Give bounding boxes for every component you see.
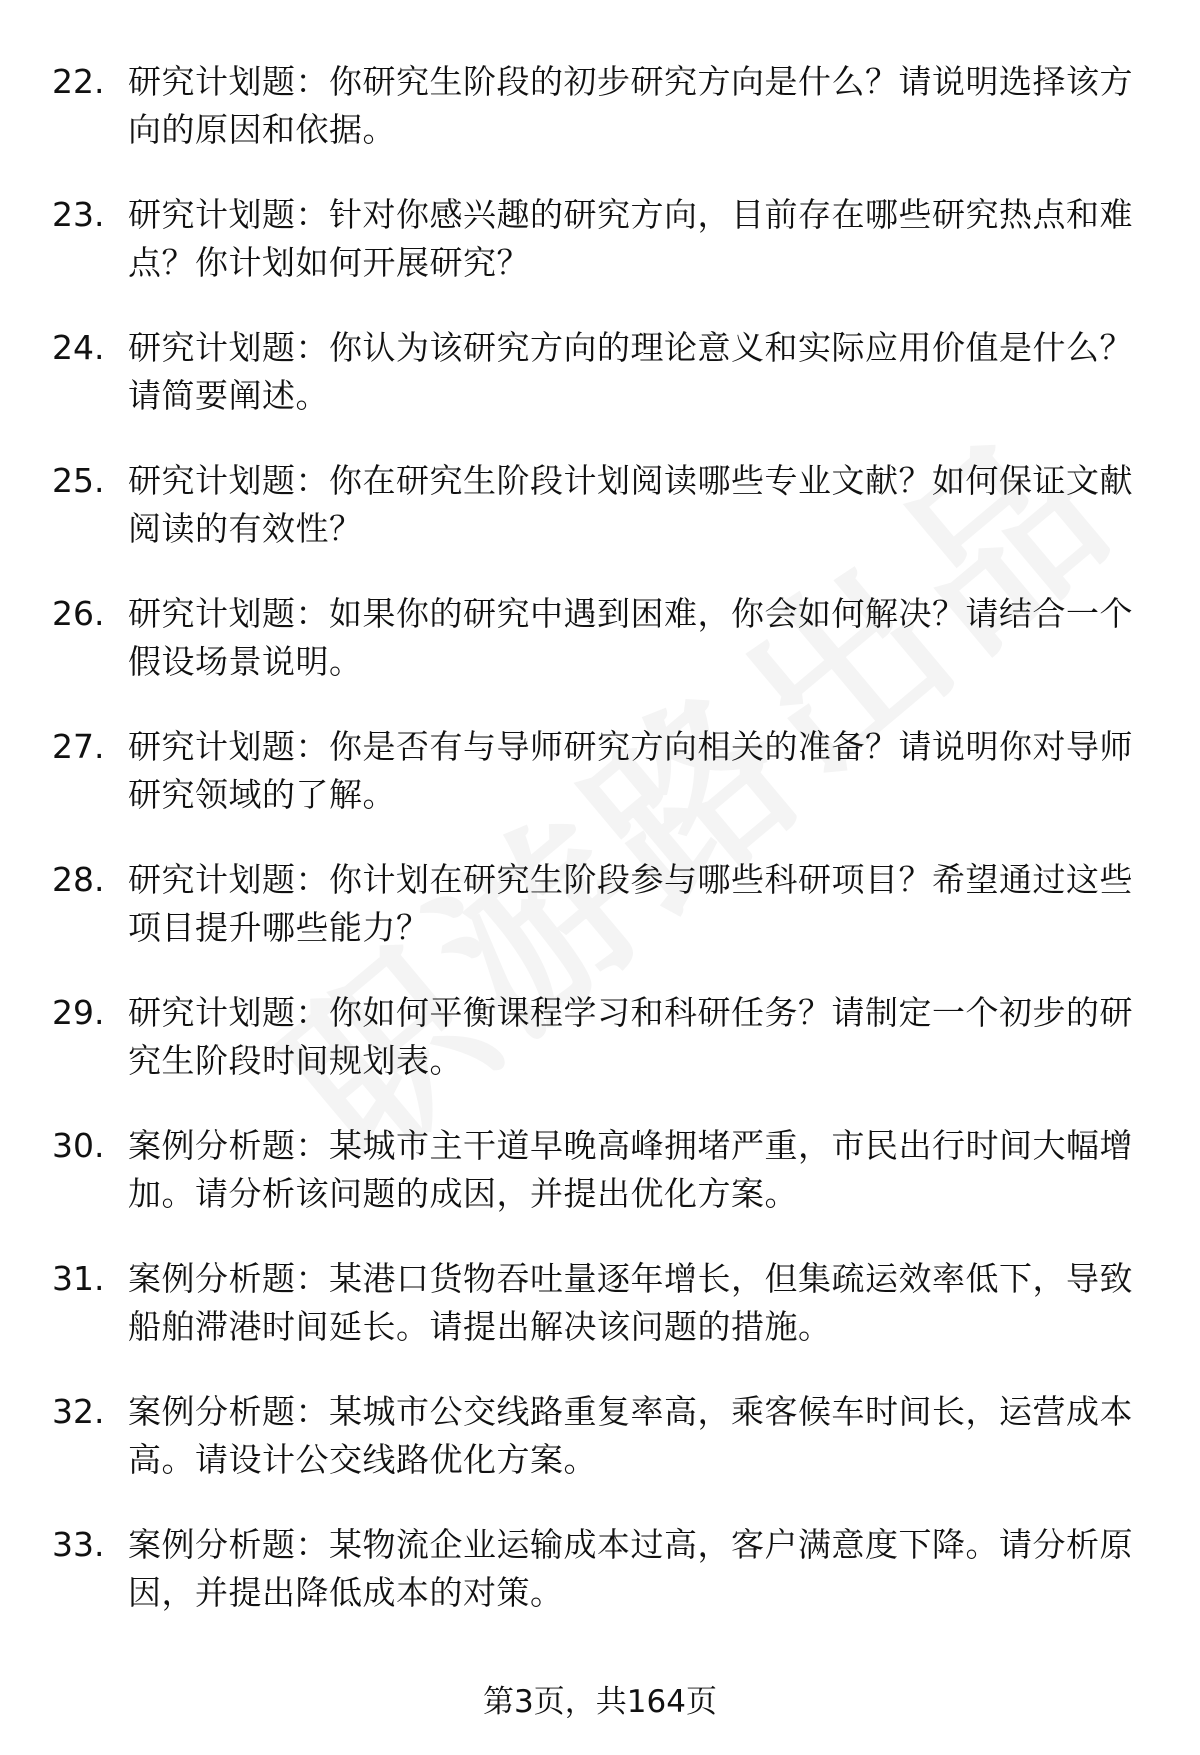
question-item — [0, 723, 1200, 856]
question-text: 案例分析题：某城市主干道早晚高峰拥堵严重，市民出行时间大幅增加。请分析该问题的成因，并提出优化方案。 — [128, 1126, 1133, 1213]
question-text: 研究计划题：你如何平衡课程学习和科研任务？请制定一个初步的研究生阶段时间规划表。 — [128, 993, 1133, 1080]
question-item — [0, 58, 1200, 191]
question-item — [0, 856, 1200, 989]
question-item — [0, 1122, 1200, 1255]
question-item — [0, 324, 1200, 457]
question-number: 23. — [52, 195, 105, 234]
question-number: 26. — [52, 594, 105, 633]
question-number: 27. — [52, 727, 105, 766]
question-item — [0, 989, 1200, 1122]
question-number: 25. — [52, 461, 105, 500]
question-item — [0, 1388, 1200, 1521]
question-text: 研究计划题：你在研究生阶段计划阅读哪些专业文献？如何保证文献阅读的有效性？ — [128, 461, 1133, 548]
question-text: 研究计划题：针对你感兴趣的研究方向，目前存在哪些研究热点和难点？你计划如何开展研究？ — [128, 195, 1133, 282]
question-text: 研究计划题：你是否有与导师研究方向相关的准备？请说明你对导师研究领域的了解。 — [128, 727, 1133, 814]
question-item — [0, 457, 1200, 590]
question-number: 22. — [52, 62, 105, 101]
question-text: 研究计划题：如果你的研究中遇到困难，你会如何解决？请结合一个假设场景说明。 — [128, 594, 1133, 681]
question-number: 32. — [52, 1392, 105, 1431]
question-item — [0, 191, 1200, 324]
question-number: 24. — [52, 328, 105, 367]
question-text: 研究计划题：你计划在研究生阶段参与哪些科研项目？希望通过这些项目提升哪些能力？ — [128, 860, 1133, 947]
question-item — [0, 590, 1200, 723]
question-text: 研究计划题：你认为该研究方向的理论意义和实际应用价值是什么？请简要阐述。 — [128, 328, 1133, 415]
question-item — [0, 1521, 1200, 1654]
question-number: 28. — [52, 860, 105, 899]
question-text: 案例分析题：某物流企业运输成本过高，客户满意度下降。请分析原因，并提出降低成本的对策。 — [128, 1525, 1133, 1612]
question-number: 33. — [52, 1525, 105, 1564]
question-number: 29. — [52, 993, 105, 1032]
question-text: 研究计划题：你研究生阶段的初步研究方向是什么？请说明选择该方向的原因和依据。 — [128, 62, 1133, 149]
question-list — [0, 58, 1200, 1654]
question-number: 30. — [52, 1126, 105, 1165]
question-text: 案例分析题：某城市公交线路重复率高，乘客候车时间长，运营成本高。请设计公交线路优化方案。 — [128, 1392, 1133, 1479]
page-footer: 第3页，共164页 — [483, 1684, 717, 1720]
question-number: 31. — [52, 1259, 105, 1298]
question-item — [0, 1255, 1200, 1388]
question-text: 案例分析题：某港口货物吞吐量逐年增长，但集疏运效率低下，导致船舶滞港时间延长。请提出解决该问题的措施。 — [128, 1259, 1133, 1346]
